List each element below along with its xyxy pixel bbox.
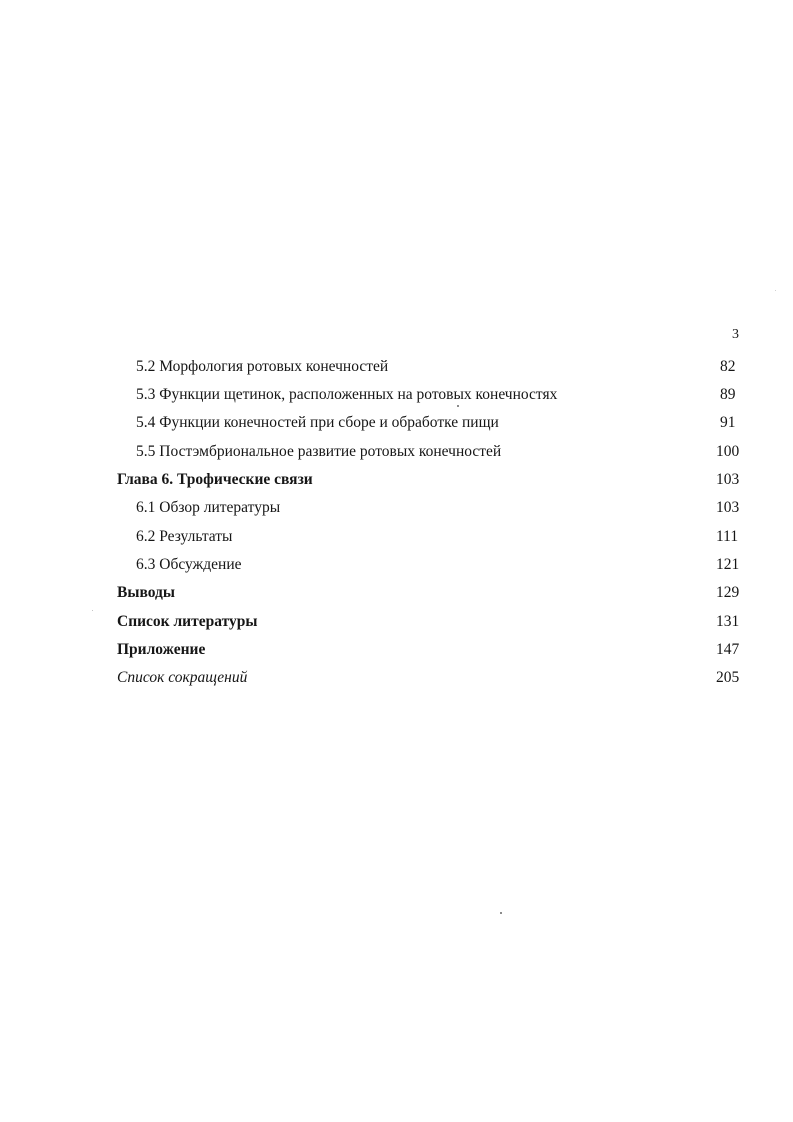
toc-entry-title: Выводы [117,584,175,601]
toc-entry-page: 129 [716,584,740,601]
toc-entry-page: 91 [720,414,736,431]
toc-entry-5-5 [0,441,793,463]
toc-entry-page: 103 [716,499,740,516]
toc-entry-page: 82 [720,358,736,375]
toc-entry-page: 205 [716,669,740,686]
toc-entry-conclusions [0,582,793,604]
toc-entry-chapter-6 [0,469,793,491]
toc-entry-title: Глава 6. Трофические связи [117,471,313,488]
toc-entry-title: Приложение [117,641,206,658]
toc-entry-6-3 [0,554,793,576]
toc-entry-page: 131 [716,613,740,630]
scan-speck [775,290,776,291]
toc-entry-page: 100 [716,443,740,460]
toc-entry-title: 5.4 Функции конечностей при сборе и обработке пищи [136,414,499,431]
toc-entry-references [0,611,793,633]
toc-entry-title: 6.3 Обсуждение [136,556,242,573]
scan-speck [500,912,502,914]
toc-entry-5-3 [0,384,793,406]
page-number: 3 [732,327,739,342]
toc-entry-6-2 [0,526,793,548]
toc-entry-title: 6.1 Обзор литературы [136,499,281,516]
toc-entry-5-2 [0,356,793,378]
scan-speck [457,405,459,407]
toc-entry-5-4 [0,412,793,434]
toc-entry-title: Список литературы [117,613,258,630]
toc-entry-page: 103 [716,471,740,488]
toc-entry-title: 5.5 Постэмбриональное развитие ротовых конечностей [136,443,502,460]
toc-entry-page: 89 [720,386,736,403]
toc-entry-title: 5.2 Морфология ротовых конечностей [136,358,389,375]
toc-entry-title: 6.2 Результаты [136,528,233,545]
toc-entry-page: 121 [716,556,740,573]
toc-entry-title: 5.3 Функции щетинок, расположенных на ротовых конечностях [136,386,558,403]
toc-entry-page: 111 [716,528,739,545]
toc-entry-appendix [0,639,793,661]
toc-entry-6-1 [0,497,793,519]
scan-speck [92,610,93,611]
toc-entry-title: Список сокращений [117,669,248,686]
toc-entry-abbreviations [0,667,793,689]
toc-entry-page: 147 [716,641,740,658]
